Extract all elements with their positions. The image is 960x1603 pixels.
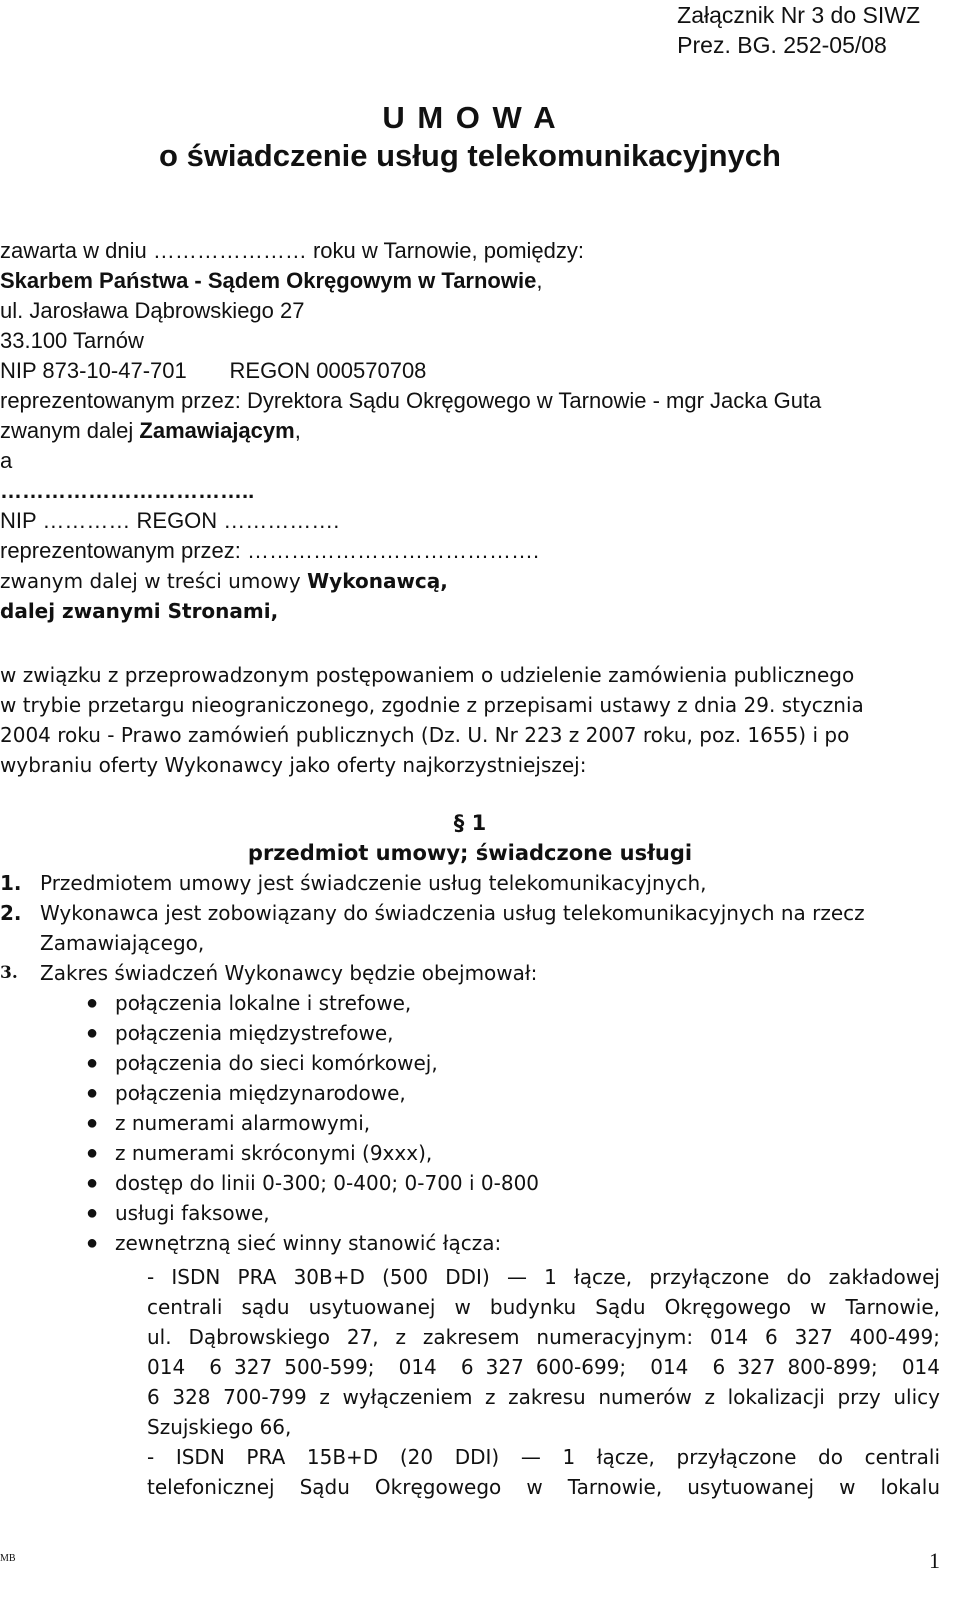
attachment-label: Załącznik Nr 3 do SIWZ [677,2,920,28]
isdn-pra-15-paragraph [147,1442,940,1502]
party-role-line: zwanym dalej Zamawiającym, [0,418,301,443]
bullet-icon: ● [86,1112,99,1134]
intro-paragraph [0,660,940,780]
list-item: dostęp do linii 0-300; 0-400; 0-700 i 0-800 [115,1171,540,1195]
bullet-icon: ● [86,1082,99,1104]
intro-line: w związku z przeprowadzonym postępowaniem o udzielenie zamówienia publicznego [0,663,855,687]
section-mark: § 1 [453,811,487,835]
list-item: usługi faksowe, [115,1201,270,1225]
list-item: z numerami alarmowymi, [115,1111,371,1135]
sub-line: - ISDN PRA 15B+D (20 DDI) — 1 łącze, przyłączone do centrali [147,1445,940,1469]
bullet-icon: ● [86,1232,99,1254]
sub-line: telefonicznej Sądu Okręgowego w Tarnowie, usytuowanej w lokalu [147,1475,940,1499]
sub-line: 014 6 327 500-599; 014 6 327 600-699; 014 6 327 800-899; 014 [147,1355,940,1379]
role-contracting-authority: Zamawiającym [139,418,295,443]
bullet-icon: ● [86,1052,99,1074]
parties-definition: dalej zwanymi Stronami, [0,599,279,623]
item-number: 3. [0,963,18,983]
intro-line: 2004 roku - Prawo zamówień publicznych (Dz. U. Nr 223 z 2007 roku, poz. 1655) i po [0,723,850,747]
bullet-icon: ● [86,1142,99,1164]
list-item: zewnętrzną sieć winny stanowić łącza: [115,1231,502,1255]
party-city: 33.100 Tarnów [0,328,144,353]
item-number: 2. [0,901,22,925]
list-item: połączenia międzynarodowe, [115,1081,406,1105]
sub-line: - ISDN PRA 30B+D (500 DDI) — 1 łącze, przyłączone do zakładowej [147,1265,940,1289]
contractor-role-line: zwanym dalej w treści umowy Wykonawcą, [0,569,448,593]
bullet-icon: ● [86,992,99,1014]
document-title: U M O W A [382,100,558,135]
sub-line: ul. Dąbrowskiego 27, z zakresem numeracyjnym: 014 6 327 400-499; [147,1325,940,1349]
role-contractor: Wykonawcą, [307,569,448,593]
intro-line: w trybie przetargu nieograniczonego, zgodnie z przepisami ustawy z dnia 29. stycznia [0,693,864,717]
party-name: Skarbem Państwa - Sądem Okręgowym w Tarnowie [0,268,537,293]
party-street: ul. Jarosława Dąbrowskiego 27 [0,298,305,323]
item-text: Przedmiotem umowy jest świadczenie usług telekomunikacyjnych, [40,871,707,895]
reference-number: Prez. BG. 252-05/08 [677,32,887,58]
list-item: z numerami skróconymi (9xxx), [115,1141,433,1165]
party-representative: reprezentowanym przez: Dyrektora Sądu Okręgowego w Tarnowie - mgr Jacka Guta [0,388,822,413]
contractor-name-blank: …………………………….. [0,478,255,503]
section-title: przedmiot umowy; świadczone usługi [247,841,693,865]
item-text: Zakres świadczeń Wykonawcy będzie obejmował: [40,961,538,985]
item-text: Zamawiającego, [40,931,205,955]
intro-line: wybraniu oferty Wykonawcy jako oferty najkorzystniejszej: [0,753,587,777]
contract-date-line: zawarta w dniu ………………… roku w Tarnowie, pomiędzy: [0,238,585,263]
bullet-icon: ● [86,1172,99,1194]
isdn-pra-30-paragraph [147,1262,940,1442]
bullet-icon: ● [86,1022,99,1044]
contractor-representative-blank: reprezentowanym przez: …………………………………. [0,538,540,563]
sub-line: centrali sądu usytuowanej w budynku Sądu Okręgowego w Tarnowie, [147,1295,940,1319]
sub-line: 6 328 700-799 z wyłączeniem z zakresu numerów z lokalizacji przy ulicy [147,1385,940,1409]
attachment-header [677,0,920,60]
page-number: 1 [929,1548,940,1573]
list-item: połączenia międzystrefowe, [115,1021,394,1045]
party-ids: NIP 873-10-47-701 REGON 000570708 [0,358,427,383]
contractor-ids-blank: NIP ………… REGON ……………. [0,508,340,533]
list-item: połączenia do sieci komórkowej, [115,1051,438,1075]
bullet-icon: ● [86,1202,99,1224]
footer-initials: MB [0,1553,16,1564]
party-name-line: Skarbem Państwa - Sądem Okręgowym w Tarnowie, [0,268,543,293]
document-subtitle: o świadczenie usług telekomunikacyjnych [159,138,781,173]
conjunction-a: a [0,448,13,473]
sub-line: Szujskiego 66, [147,1415,292,1439]
list-item: połączenia lokalne i strefowe, [115,991,412,1015]
item-text: Wykonawca jest zobowiązany do świadczenia usług telekomunikacyjnych na rzecz [40,901,865,925]
item-number: 1. [0,871,22,895]
